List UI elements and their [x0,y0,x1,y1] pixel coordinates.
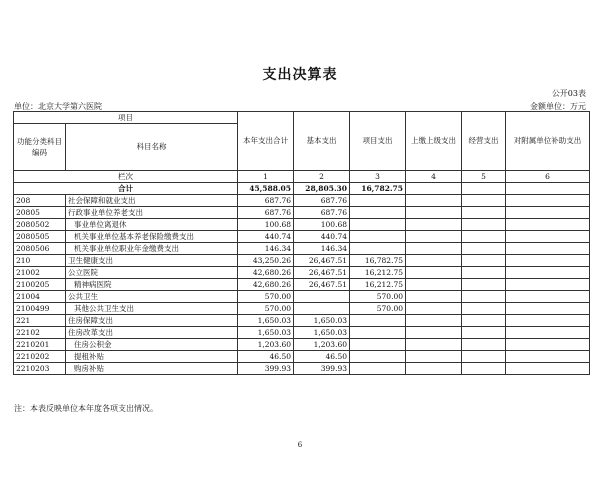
cell-empty [406,219,462,231]
cell-name: 公共卫生 [66,291,238,303]
cell-basic: 399.93 [294,363,350,375]
column-number-row [14,171,590,183]
cell-code: 2210202 [14,351,66,363]
cell-name: 事业单位离退休 [66,219,238,231]
cell-basic: 687.76 [294,207,350,219]
cell-empty [406,363,462,375]
cell-total: 1,650.03 [238,327,294,339]
cell-name: 购房补贴 [66,363,238,375]
cell-basic: 1,650.03 [294,315,350,327]
cell-total: 100.68 [238,219,294,231]
table-row [14,351,590,363]
cell-empty [506,303,590,315]
cell-code: 20805 [14,207,66,219]
col-num-4: 4 [406,171,462,183]
cell-empty [506,243,590,255]
total-amount: 45,588.05 [238,183,294,195]
cell-empty [506,339,590,351]
cell-empty [462,363,506,375]
cell-basic: 687.76 [294,195,350,207]
cell-basic: 146.34 [294,243,350,255]
total-basic: 28,805.30 [294,183,350,195]
cell-empty [462,303,506,315]
table-row [14,327,590,339]
cell-total: 687.76 [238,207,294,219]
cell-empty [406,243,462,255]
cell-code: 2210203 [14,363,66,375]
table-row [14,207,590,219]
cell-total: 42,680.26 [238,267,294,279]
cell-name: 卫生健康支出 [66,255,238,267]
cell-project [350,231,406,243]
cell-empty [506,267,590,279]
cell-empty [506,291,590,303]
cell-total: 570.00 [238,303,294,315]
page-number: 6 [297,441,303,449]
header-project: 项目 [14,112,238,124]
table-row [14,219,590,231]
cell-name: 社会保障和就业支出 [66,195,238,207]
cell-total: 1,650.03 [238,315,294,327]
cell-basic: 26,467.51 [294,255,350,267]
cell-code: 21004 [14,291,66,303]
cell-total: 440.74 [238,231,294,243]
table-row [14,195,590,207]
table-row [14,363,590,375]
cell-empty [406,195,462,207]
cell-basic: 1,203.60 [294,339,350,351]
total-label: 合计 [14,183,238,195]
cell-empty [506,231,590,243]
expenditure-table [13,111,590,375]
table-row [14,315,590,327]
cell-total: 42,680.26 [238,279,294,291]
cell-basic: 100.68 [294,219,350,231]
cell-empty [462,291,506,303]
cell-code: 2100205 [14,279,66,291]
table-row [14,291,590,303]
cell-code: 210 [14,255,66,267]
cell-empty [406,207,462,219]
header-project-expenditure: 项目支出 [350,112,406,171]
cell-basic [294,303,350,315]
cell-empty [462,279,506,291]
cell-project [350,219,406,231]
header-func-code: 功能分类科目编码 [14,124,66,171]
cell-project [350,243,406,255]
cell-code: 221 [14,315,66,327]
cell-empty [406,291,462,303]
header-business: 经营支出 [462,112,506,171]
cell-empty [406,339,462,351]
table-row [14,279,590,291]
cell-name: 其他公共卫生支出 [66,303,238,315]
cell-empty [462,195,506,207]
cell-total: 687.76 [238,195,294,207]
header-row-project [14,112,590,124]
cell-code: 21002 [14,267,66,279]
cell-project: 16,212.75 [350,267,406,279]
cell-name: 行政事业单位养老支出 [66,207,238,219]
cell-empty [406,231,462,243]
table-row [14,231,590,243]
cell-empty [462,351,506,363]
cell-name: 精神病医院 [66,279,238,291]
cell-basic: 440.74 [294,231,350,243]
cell-empty [462,255,506,267]
cell-total: 46.50 [238,351,294,363]
form-number: 公开03表 [551,89,586,98]
cell-basic: 1,650.03 [294,327,350,339]
cell-empty [406,255,462,267]
cell-name: 提租补贴 [66,351,238,363]
header-basic: 基本支出 [294,112,350,171]
cell-code: 2080505 [14,231,66,243]
cell-name: 公立医院 [66,267,238,279]
header-upstream: 上缴上级支出 [406,112,462,171]
cell-empty [462,339,506,351]
cell-empty [406,351,462,363]
cell-empty [406,327,462,339]
total-subsidy [506,183,590,195]
unit-label: 单位：北京大学第六医院 [14,102,102,111]
cell-code: 22102 [14,327,66,339]
table-row [14,303,590,315]
cell-project [350,351,406,363]
cell-empty [506,351,590,363]
cell-name: 机关事业单位职业年金缴费支出 [66,243,238,255]
cell-total: 1,203.60 [238,339,294,351]
cell-name: 机关事业单位基本养老保险缴费支出 [66,231,238,243]
column-label: 栏次 [14,171,238,183]
cell-empty [462,243,506,255]
cell-project [350,339,406,351]
cell-empty [406,279,462,291]
cell-empty [506,327,590,339]
cell-project [350,207,406,219]
col-num-1: 1 [238,171,294,183]
cell-project [350,327,406,339]
cell-code: 2100499 [14,303,66,315]
amount-unit-label: 金额单位：万元 [530,102,586,111]
cell-code: 2210201 [14,339,66,351]
col-num-2: 2 [294,171,350,183]
header-total: 本年支出合计 [238,112,294,171]
cell-empty [406,303,462,315]
cell-empty [462,327,506,339]
cell-empty [462,219,506,231]
cell-empty [462,315,506,327]
cell-project: 16,212.75 [350,279,406,291]
cell-name: 住房保障支出 [66,315,238,327]
table-row [14,255,590,267]
cell-name: 住房改革支出 [66,327,238,339]
cell-empty [462,267,506,279]
cell-basic: 26,467.51 [294,267,350,279]
table-row [14,339,590,351]
cell-empty [506,363,590,375]
cell-empty [506,207,590,219]
cell-empty [506,195,590,207]
cell-total: 146.34 [238,243,294,255]
header-subsidy: 对附属单位补助支出 [506,112,590,171]
cell-empty [506,255,590,267]
page-title: 支出决算表 [262,67,338,83]
cell-basic [294,291,350,303]
cell-project [350,195,406,207]
cell-code: 2080506 [14,243,66,255]
footnote: 注：本表反映单位本年度各项支出情况。 [14,404,158,413]
cell-code: 208 [14,195,66,207]
cell-total: 43,250.26 [238,255,294,267]
cell-project: 570.00 [350,291,406,303]
cell-empty [406,267,462,279]
cell-total: 399.93 [238,363,294,375]
total-business [462,183,506,195]
total-upstream [406,183,462,195]
table-row [14,267,590,279]
cell-project [350,363,406,375]
col-num-3: 3 [350,171,406,183]
cell-project: 16,782.75 [350,255,406,267]
total-project: 16,782.75 [350,183,406,195]
cell-project: 570.00 [350,303,406,315]
col-num-5: 5 [462,171,506,183]
cell-empty [506,279,590,291]
total-row [14,183,590,195]
cell-project [350,315,406,327]
cell-code: 2080502 [14,219,66,231]
cell-empty [406,315,462,327]
cell-basic: 46.50 [294,351,350,363]
cell-empty [506,315,590,327]
cell-basic: 26,467.51 [294,279,350,291]
col-num-6: 6 [506,171,590,183]
cell-empty [462,231,506,243]
cell-empty [462,207,506,219]
header-subject-name: 科目名称 [66,124,238,171]
table-row [14,243,590,255]
cell-empty [506,219,590,231]
cell-name: 住房公积金 [66,339,238,351]
cell-total: 570.00 [238,291,294,303]
